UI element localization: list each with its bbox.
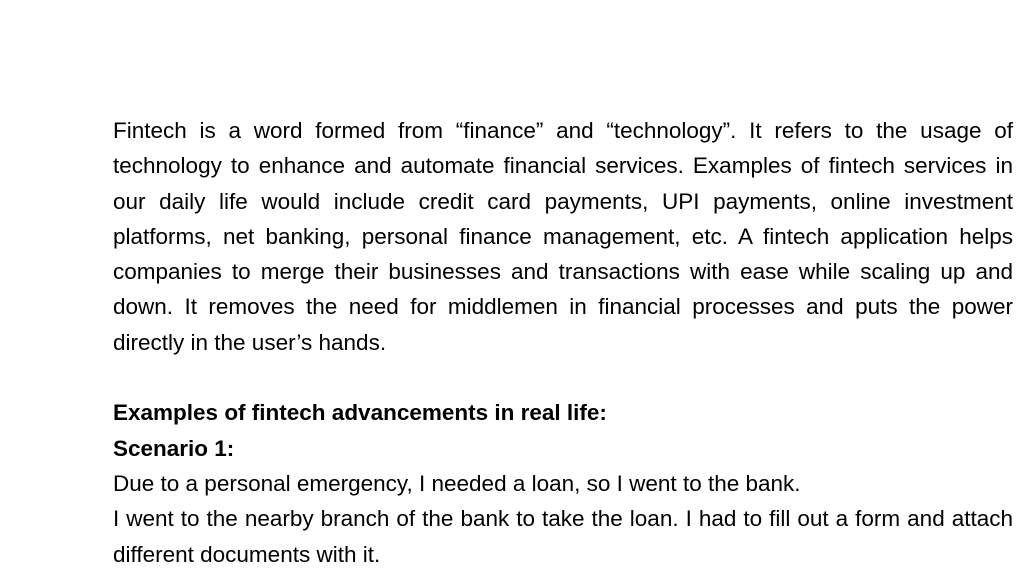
scenario-paragraph-2: I went to the nearby branch of the bank to take the loan. I had to fill out a form and attach different documents with it. [113, 506, 1013, 567]
scenario-heading: Scenario 1: [113, 435, 235, 461]
paragraph-spacer [113, 360, 1013, 395]
scenario-line-1: Due to a personal emergency, I needed a loan, so I went to the bank. [113, 470, 801, 496]
document-page [113, 113, 1013, 572]
intro-paragraph: Fintech is a word formed from “finance” and “technology”. It refers to the usage of technology to enhance and automate financial services. Examples of fintech services in our daily life would include credit card payments, UPI payments, online investment platforms, net banking, personal finance management, etc. A fintech application helps companies to merge their businesses and transactions with ease while scaling up and down. It removes the need for middlemen in financial processes and puts the power directly in the user’s hands. [113, 118, 1013, 355]
examples-heading: Examples of fintech advancements in real life: [113, 400, 607, 426]
